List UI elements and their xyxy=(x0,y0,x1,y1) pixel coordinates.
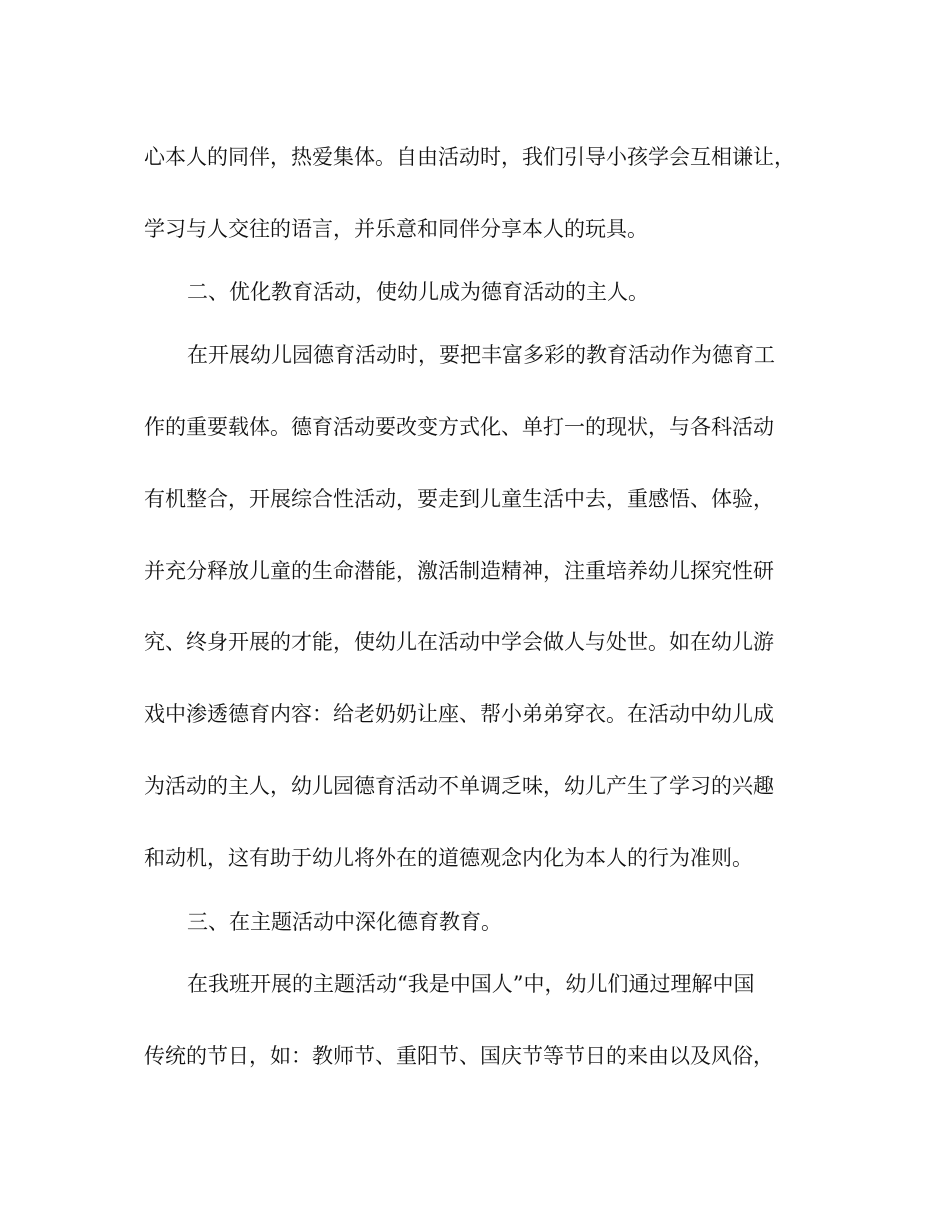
paragraph-first-line: 在开展幼儿园德育活动时，要把丰富多彩的教育活动作为德育工 xyxy=(187,343,775,367)
text-line: 学习与人交往的语言，并乐意和同伴分享本人的玩具。 xyxy=(144,217,648,241)
text-line: 有机整合，开展综合性活动，要走到儿童生活中去，重感悟、体验， xyxy=(144,487,774,511)
text-line: 为活动的主人，幼儿园德育活动不单调乏味，幼儿产生了学习的兴趣 xyxy=(144,774,774,798)
section-heading: 三、在主题活动中深化德育教育。 xyxy=(187,910,502,934)
text-line: 传统的节日，如：教师节、重阳节、国庆节等节日的来由以及风俗， xyxy=(144,1044,774,1068)
text-line: 心本人的同伴，热爱集体。自由活动时，我们引导小孩学会互相谦让， xyxy=(144,145,795,169)
text-line: 究、终身开展的才能，使幼儿在活动中学会做人与处世。如在幼儿游 xyxy=(144,630,774,654)
text-line: 和动机，这有助于幼儿将外在的道德观念内化为本人的行为准则。 xyxy=(144,846,753,870)
text-line: 并充分释放儿童的生命潜能，激活制造精神，注重培养幼儿探究性研 xyxy=(144,559,774,583)
paragraph-first-line: 在我班开展的主题活动“我是中国人”中，幼儿们通过理解中国 xyxy=(187,972,755,996)
text-line: 戏中渗透德育内容：给老奶奶让座、帮小弟弟穿衣。在活动中幼儿成 xyxy=(144,702,774,726)
text-line: 作的重要载体。德育活动要改变方式化、单打一的现状，与各科活动 xyxy=(144,415,774,439)
section-heading: 二、优化教育活动，使幼儿成为德育活动的主人。 xyxy=(187,280,649,304)
